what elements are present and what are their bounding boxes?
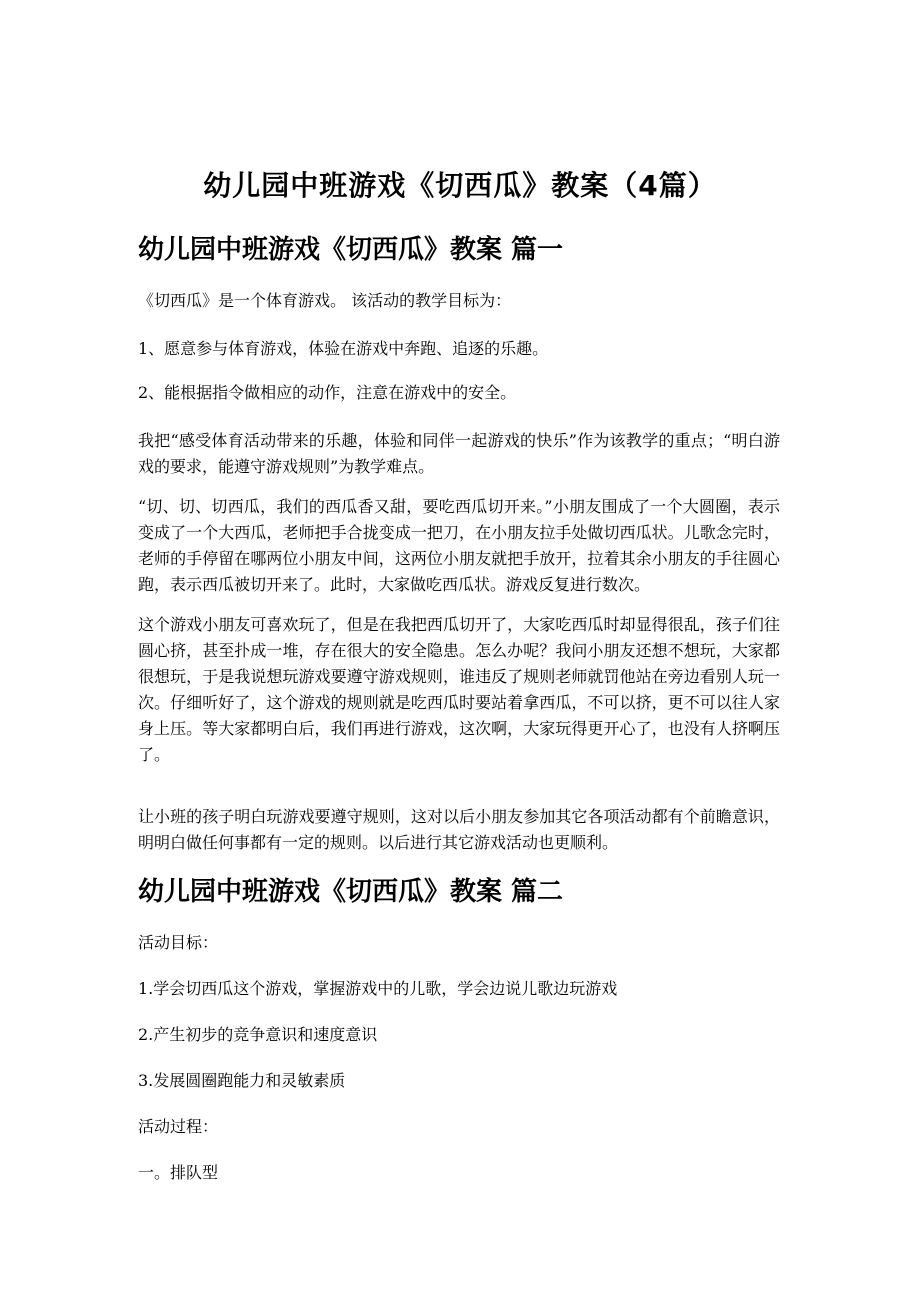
paragraph: 《切西瓜》是一个体育游戏。 该活动的教学目标为：	[138, 291, 512, 310]
paragraph: 一。排队型	[138, 1163, 219, 1182]
paragraph: 让小班的孩子明白玩游戏要遵守规则，这对以后小朋友参加其它各项活动都有个前瞻意识，明明白做任何事都有一定的规则。以后进行其它游戏活动也更顺利。	[138, 807, 780, 852]
paragraph: 2、能根据指令做相应的动作，注意在游戏中的安全。	[138, 383, 517, 402]
paragraph: 我把“感受体育活动带来的乐趣，体验和同伴一起游戏的快乐”作为该教学的重点；“明白游戏的要求，能遵守游戏规则”为教学难点。	[138, 431, 780, 476]
paragraph: 活动过程：	[138, 1117, 219, 1136]
paragraph: 2.产生初步的竞争意识和速度意识	[138, 1025, 378, 1044]
paragraph: “切、切、切西瓜，我们的西瓜香又甜，要吃西瓜切开来。”小朋友围成了一个大圆圈，表示变成了一个大西瓜，老师把手合拢变成一把刀，在小朋友拉手处做切西瓜状。儿歌念完时，老师的手停留在哪两位小朋友中间，这两位小朋友就把手放开，拉着其余小朋友的手往圆心跑，表示西瓜被切开来了。此时，大家做吃西瓜状。游戏反复进行数次。	[138, 497, 780, 594]
paragraph: 这个游戏小朋友可喜欢玩了，但是在我把西瓜切开了，大家吃西瓜时却显得很乱，孩子们往圆心挤，甚至扑成一堆，存在很大的安全隐患。怎么办呢？我问小朋友还想不想玩，大家都很想玩，于是我说想玩游戏要遵守游戏规则，谁违反了规则老师就罚他站在旁边看别人玩一次。仔细听好了，这个游戏的规则就是吃西瓜时要站着拿西瓜，不可以挤，更不可以往人家身上压。等大家都明白后，我们再进行游戏，这次啊，大家玩得更开心了，也没有人挤啊压了。	[138, 615, 780, 764]
section-heading-1: 幼儿园中班游戏《切西瓜》教案 篇一	[138, 235, 564, 265]
section-heading-2: 幼儿园中班游戏《切西瓜》教案 篇二	[138, 877, 564, 907]
document-title: 幼儿园中班游戏《切西瓜》教案（4篇）	[203, 169, 717, 202]
paragraph: 3.发展圆圈跑能力和灵敏素质	[138, 1071, 346, 1090]
paragraph: 1.学会切西瓜这个游戏，掌握游戏中的儿歌，学会边说儿歌边玩游戏	[138, 979, 618, 998]
paragraph: 1、愿意参与体育游戏，体验在游戏中奔跑、追逐的乐趣。	[138, 339, 549, 358]
paragraph: 活动目标：	[138, 933, 219, 952]
